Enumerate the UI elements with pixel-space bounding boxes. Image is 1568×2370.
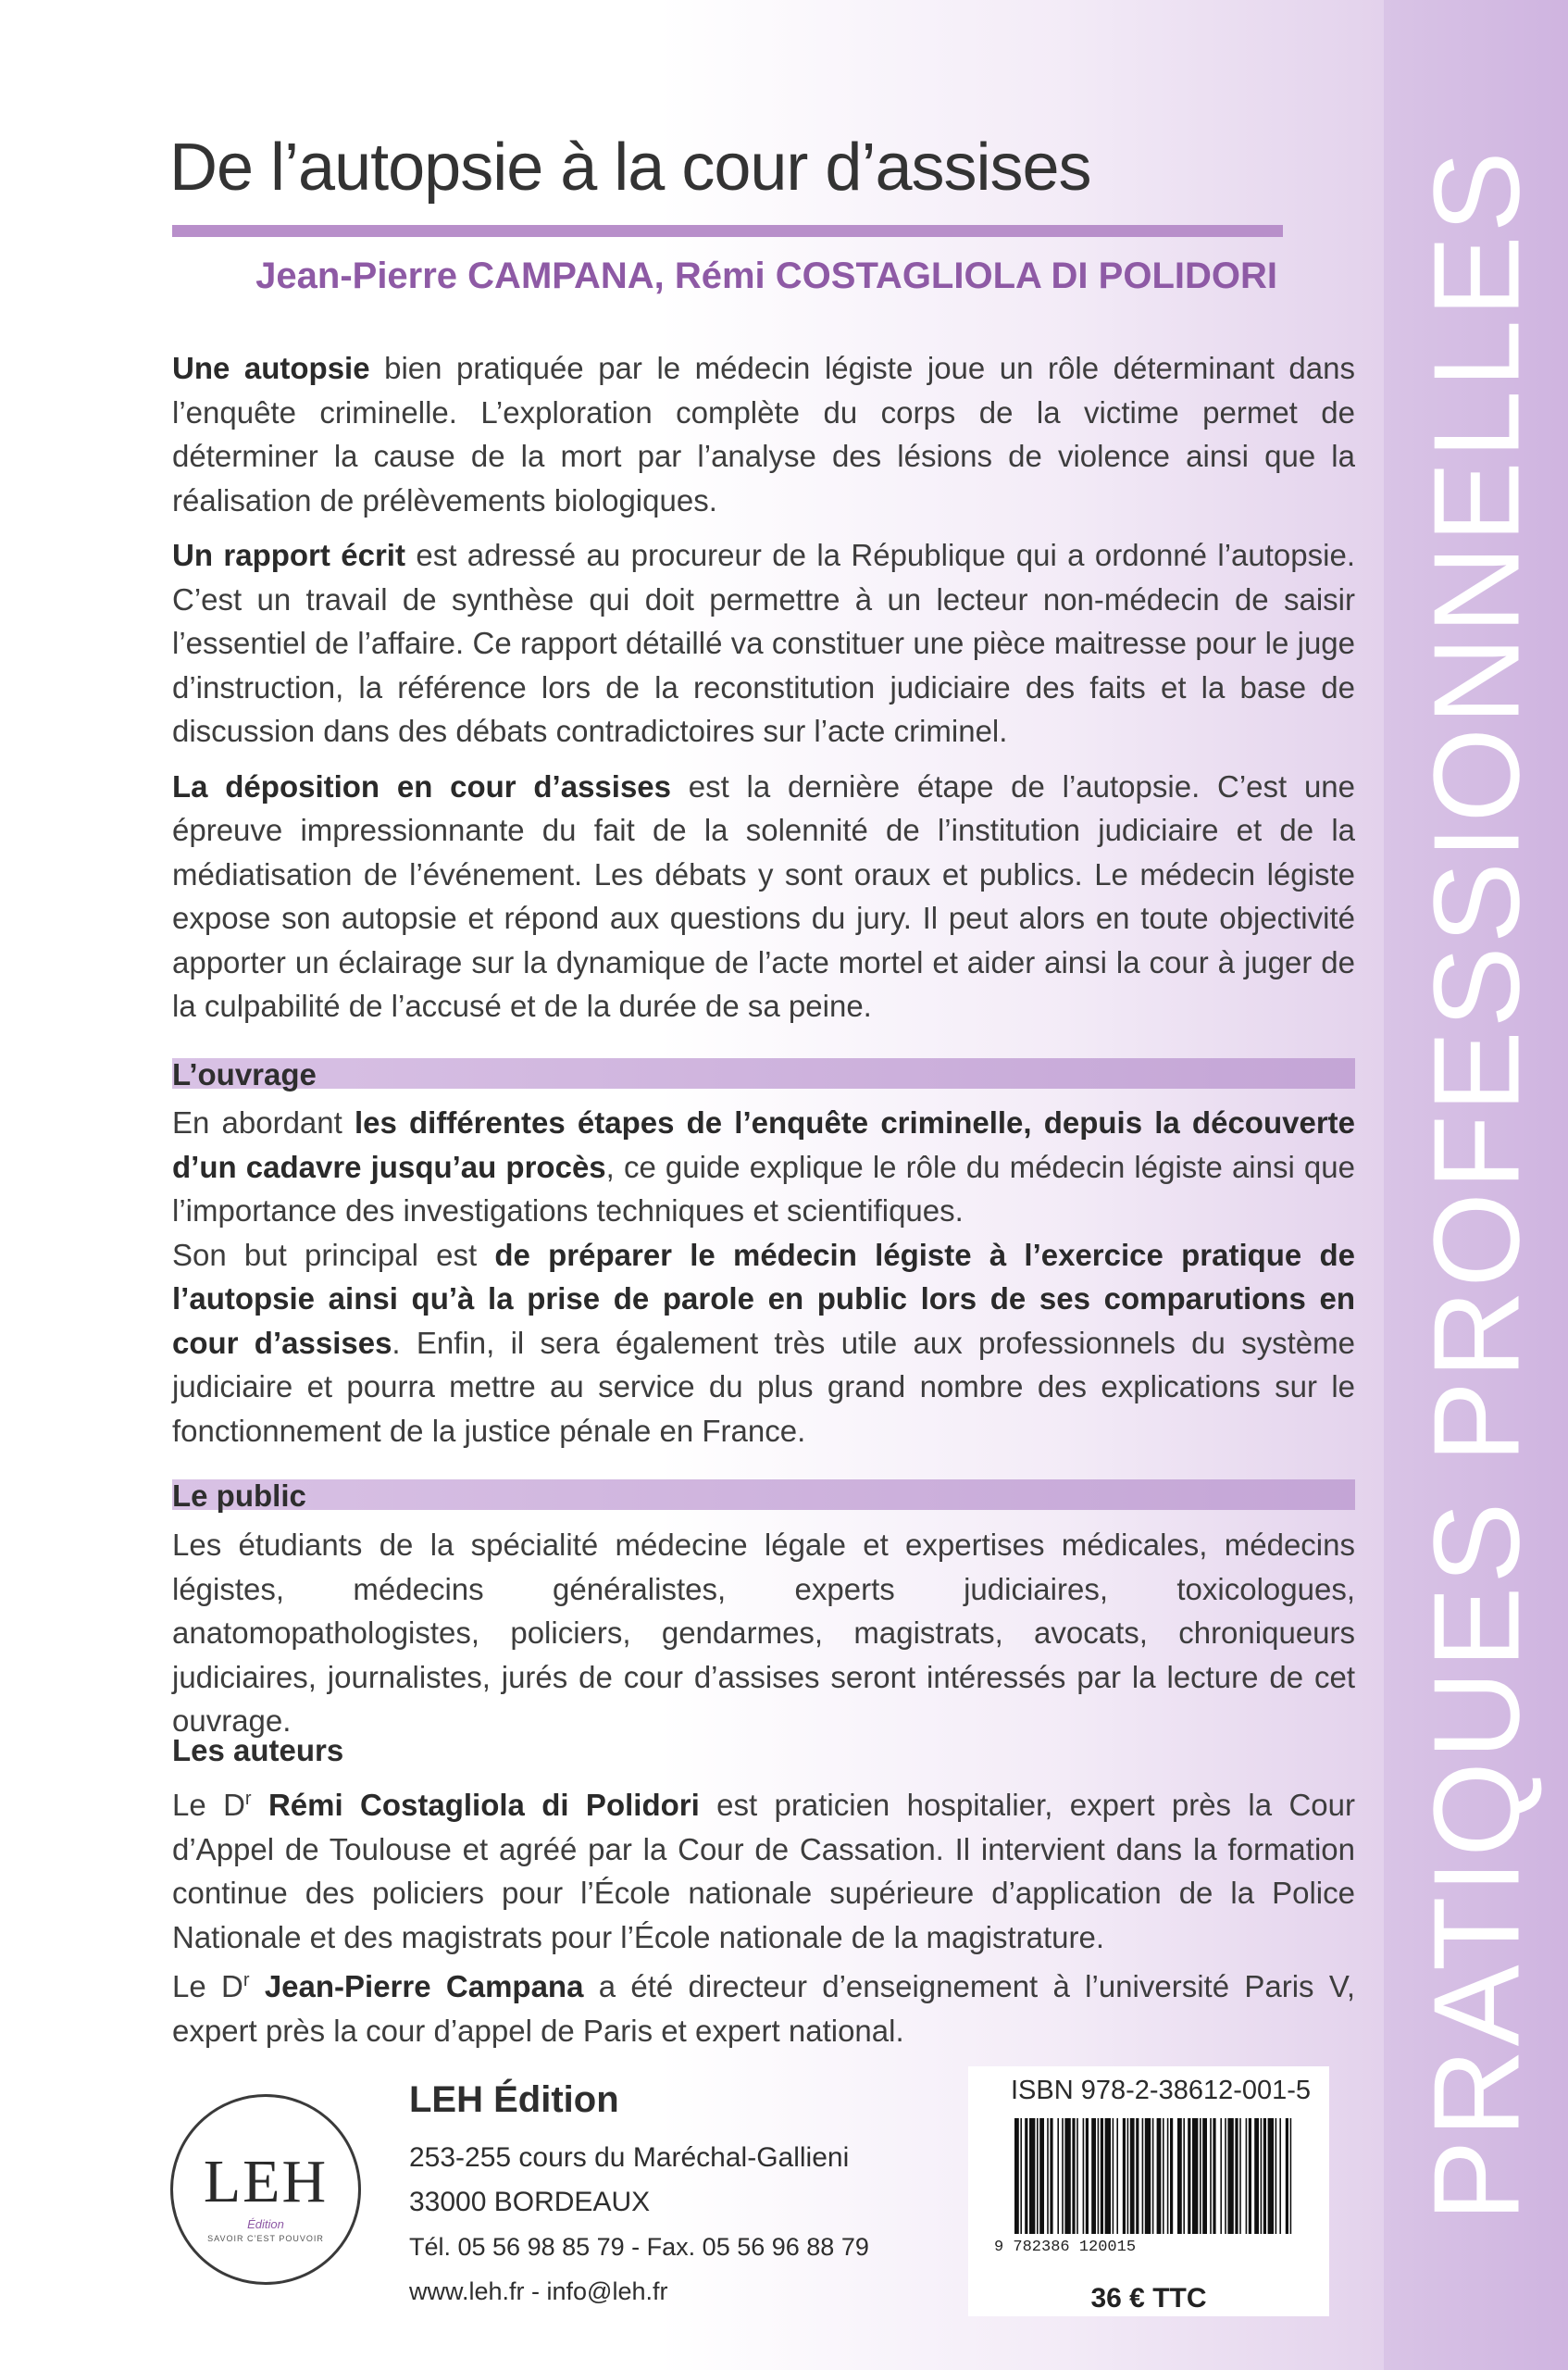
title-underline <box>172 225 1283 237</box>
ouvrage-span: Son but principal est <box>172 1237 495 1272</box>
ouvrage-span: . Enfin, il sera également très utile aux professionnels du système judiciaire et pourra mettre au service du plus grand nombre des explications sur le fonctionnement de la justice pénale en France. <box>172 1325 1355 1448</box>
publisher-web: www.leh.fr - info@leh.fr <box>409 2277 668 2305</box>
publisher-info <box>409 2079 927 2314</box>
auteurs-sup: r <box>244 1789 252 1809</box>
ouvrage-bold: les différentes étapes de l’enquête criminelle, depuis la découverte d’un cadavre jusqu’au procès <box>172 1105 1355 1184</box>
barcode-bar <box>1076 2118 1078 2234</box>
barcode-bar <box>1130 2118 1135 2234</box>
barcode-bar <box>1170 2118 1173 2234</box>
auteurs-paragraph <box>172 1959 1355 2052</box>
barcode-bar <box>1263 2118 1266 2234</box>
auteurs-span: est praticien hospitalier, expert près la Cour d’Appel de Toulouse et agréé par la Cour de Cassation. Il intervient dans la formation continue des policiers pour l’École nationale supérieure d’application de la Police Nationale et des magistrats pour l’École nationale de la magistrature. <box>172 1788 1355 1954</box>
barcode-bar <box>1101 2118 1103 2234</box>
barcode-bar <box>1014 2118 1019 2234</box>
publisher-logo <box>170 2094 361 2285</box>
barcode-bar <box>1127 2118 1129 2234</box>
barcode-bar <box>1029 2118 1035 2234</box>
barcode-bar <box>1057 2118 1059 2234</box>
barcode-bar <box>1286 2118 1288 2234</box>
auteurs-bold: Jean-Pierre Campana <box>264 1969 584 2003</box>
barcode-bar <box>1239 2118 1241 2234</box>
isbn-box <box>968 2066 1329 2316</box>
barcode-bar <box>1123 2118 1126 2234</box>
barcode-bar <box>1249 2118 1251 2234</box>
logo-text: LEH <box>203 2148 329 2215</box>
intro-span: est adressé au procureur de la République qui a ordonné l’autopsie. C’est un travail de synthèse qui doit permettre à un lecteur non-médecin de saisir l’essentiel de l’affaire. Ce rapport détaillé va constituer une pièce maitresse pour le juge d’instruction, la référence lors de la reconstitution judiciaire des faits et la base de discussion dans des débats contradictoires sur l’acte criminel. <box>172 538 1355 748</box>
barcode-bar <box>1276 2118 1277 2234</box>
auteurs-span: Le D <box>172 1788 245 1822</box>
barcode-bar <box>1039 2118 1044 2234</box>
ouvrage-paragraph <box>172 1101 1355 1233</box>
ouvrage-bold: de préparer le médecin légiste à l’exercice pratique de l’autopsie ainsi qu’à la prise de parole en public lors de ses comparutions en cour d’assises <box>172 1237 1356 1360</box>
barcode-bar <box>1050 2118 1052 2234</box>
intro-paragraph <box>172 533 1355 754</box>
barcode-bar <box>1157 2118 1162 2234</box>
barcode-bar <box>1279 2118 1281 2234</box>
barcode-bar <box>1200 2118 1201 2234</box>
publisher-address-2: 33000 BORDEAUX <box>409 2187 651 2217</box>
barcode-bar <box>1167 2118 1169 2234</box>
intro-span: est la dernière étape de l’autopsie. C’est une épreuve impressionnante du fait de la solennité de l’institution judiciaire et de la médiatisation de l’événement. Les débats y sont oraux et publics. Le médecin légiste expose son autopsie et répond aux questions du jury. Il peut alors en toute objectivité apporter un éclairage sur la dynamique de l’acte mortel et aider ainsi la cour à juger de la culpabilité de l’accusé et de la durée de sa peine. <box>172 768 1356 1023</box>
barcode-bar <box>1142 2118 1144 2234</box>
logo-subtitle: Édition <box>247 2217 284 2231</box>
barcode-bar <box>1235 2118 1238 2234</box>
ouvrage-span: , ce guide explique le rôle du médecin légiste ainsi que l’importance des investigations techniques et scientifiques. <box>172 1149 1355 1228</box>
auteurs-span <box>250 1969 265 2003</box>
barcode-bar <box>1113 2118 1114 2234</box>
barcode-bar <box>1145 2118 1151 2234</box>
barcode-bar <box>1091 2118 1096 2234</box>
barcode-icon <box>1014 2118 1292 2234</box>
auteurs-span <box>252 1788 268 1822</box>
barcode-bar <box>1105 2118 1111 2234</box>
barcode-bar <box>1062 2118 1064 2234</box>
barcode-bar <box>1254 2118 1259 2234</box>
barcode-bar <box>1163 2118 1164 2234</box>
barcode-bar <box>1246 2118 1248 2234</box>
auteurs-text <box>172 1778 1355 2052</box>
intro-bold: Un rapport écrit <box>172 538 405 572</box>
barcode-bar <box>1261 2118 1263 2234</box>
publisher-address-1: 253-255 cours du Maréchal-Gallieni <box>409 2142 850 2173</box>
auteurs-sup: r <box>243 1970 250 1990</box>
book-title: De l’autopsie à la cour d’assises <box>169 131 1091 205</box>
auteurs-bold: Rémi Costagliola di Polidori <box>268 1788 700 1822</box>
barcode-bar <box>1116 2118 1118 2234</box>
barcode-bar <box>1227 2118 1233 2234</box>
barcode-bar <box>1083 2118 1085 2234</box>
public-text <box>172 1523 1355 1743</box>
barcode-bar <box>1152 2118 1154 2234</box>
barcode-bar <box>1025 2118 1027 2234</box>
barcode-bar <box>1225 2118 1226 2234</box>
barcode-bar <box>1188 2118 1190 2234</box>
heading-text: L’ouvrage <box>172 1057 317 1091</box>
ouvrage-paragraph <box>172 1233 1355 1453</box>
ouvrage-span: En abordant <box>172 1105 355 1140</box>
auteurs-span: a été directeur d’enseignement à l’université Paris V, expert près la cour d’appel de Paris et expert national. <box>172 1969 1355 2048</box>
intro-text <box>172 346 1355 1040</box>
barcode-bar <box>1210 2118 1212 2234</box>
barcode-bar <box>1213 2118 1215 2234</box>
ouvrage-text <box>172 1101 1355 1453</box>
intro-bold: La déposition en cour d’assises <box>172 768 672 804</box>
section-heading-public <box>172 1478 1355 1513</box>
logo-slogan: SAVOIR C’EST POUVOIR <box>207 2234 324 2243</box>
publisher-phone: Tél. 05 56 98 85 79 - Fax. 05 56 96 88 79 <box>409 2233 869 2261</box>
barcode-bar <box>1098 2118 1100 2234</box>
intro-bold: Une autopsie <box>172 351 370 385</box>
heading-text: Le public <box>172 1478 306 1513</box>
isbn-label: ISBN 978-2-38612-001-5 <box>1011 2076 1312 2105</box>
publisher-name: LEH Édition <box>409 2079 619 2120</box>
barcode-bar <box>1192 2118 1198 2234</box>
barcode-digits: 9 782386 120015 <box>994 2239 1137 2256</box>
barcode-bar <box>1086 2118 1089 2234</box>
section-heading-auteurs <box>172 1734 1355 1765</box>
auteurs-span: Le D <box>172 1969 243 2003</box>
authors-line: Jean-Pierre CAMPANA, Rémi COSTAGLIOLA DI POLIDORI <box>255 256 1277 296</box>
heading-text: Les auteurs <box>172 1733 344 1767</box>
barcode-bar <box>1202 2118 1207 2234</box>
barcode-bar <box>1037 2118 1039 2234</box>
intro-paragraph <box>172 346 1355 522</box>
barcode-bar <box>1177 2118 1182 2234</box>
price: 36 € TTC <box>1090 2283 1207 2314</box>
barcode-bar <box>1268 2118 1274 2234</box>
barcode-bar <box>1020 2118 1022 2234</box>
public-paragraph: Les étudiants de la spécialité médecine légale et expertises médicales, médecins légistes, médecins généralistes, experts judiciaires, toxicologues, anatomopathologistes, policiers, gendarmes, magistrats, avocats, chroniqueurs judiciaires, journalistes, jurés de cour d’assises seront intéressés par la lecture de cet ouvrage. <box>172 1528 1355 1738</box>
intro-span: bien pratiquée par le médecin légiste joue un rôle déterminant dans l’enquête criminelle. L’exploration complète du corps de la victime permet de déterminer la cause de la mort par l’analyse des lésions de violence ainsi que la réalisation de prélèvements biologiques. <box>172 351 1355 518</box>
auteurs-paragraph <box>172 1778 1355 1959</box>
barcode-bar <box>1136 2118 1139 2234</box>
barcode-bar <box>1047 2118 1049 2234</box>
section-heading-ouvrage <box>172 1058 1355 1089</box>
barcode-bar <box>1290 2118 1292 2234</box>
barcode-bar <box>1064 2118 1070 2234</box>
barcode-bar <box>1072 2118 1075 2234</box>
barcode-bar <box>1183 2118 1185 2234</box>
intro-paragraph <box>172 765 1355 1029</box>
barcode-bar <box>1220 2118 1222 2234</box>
collection-title: PRATIQUES PROFESSIONNELLES <box>1408 148 1545 2222</box>
